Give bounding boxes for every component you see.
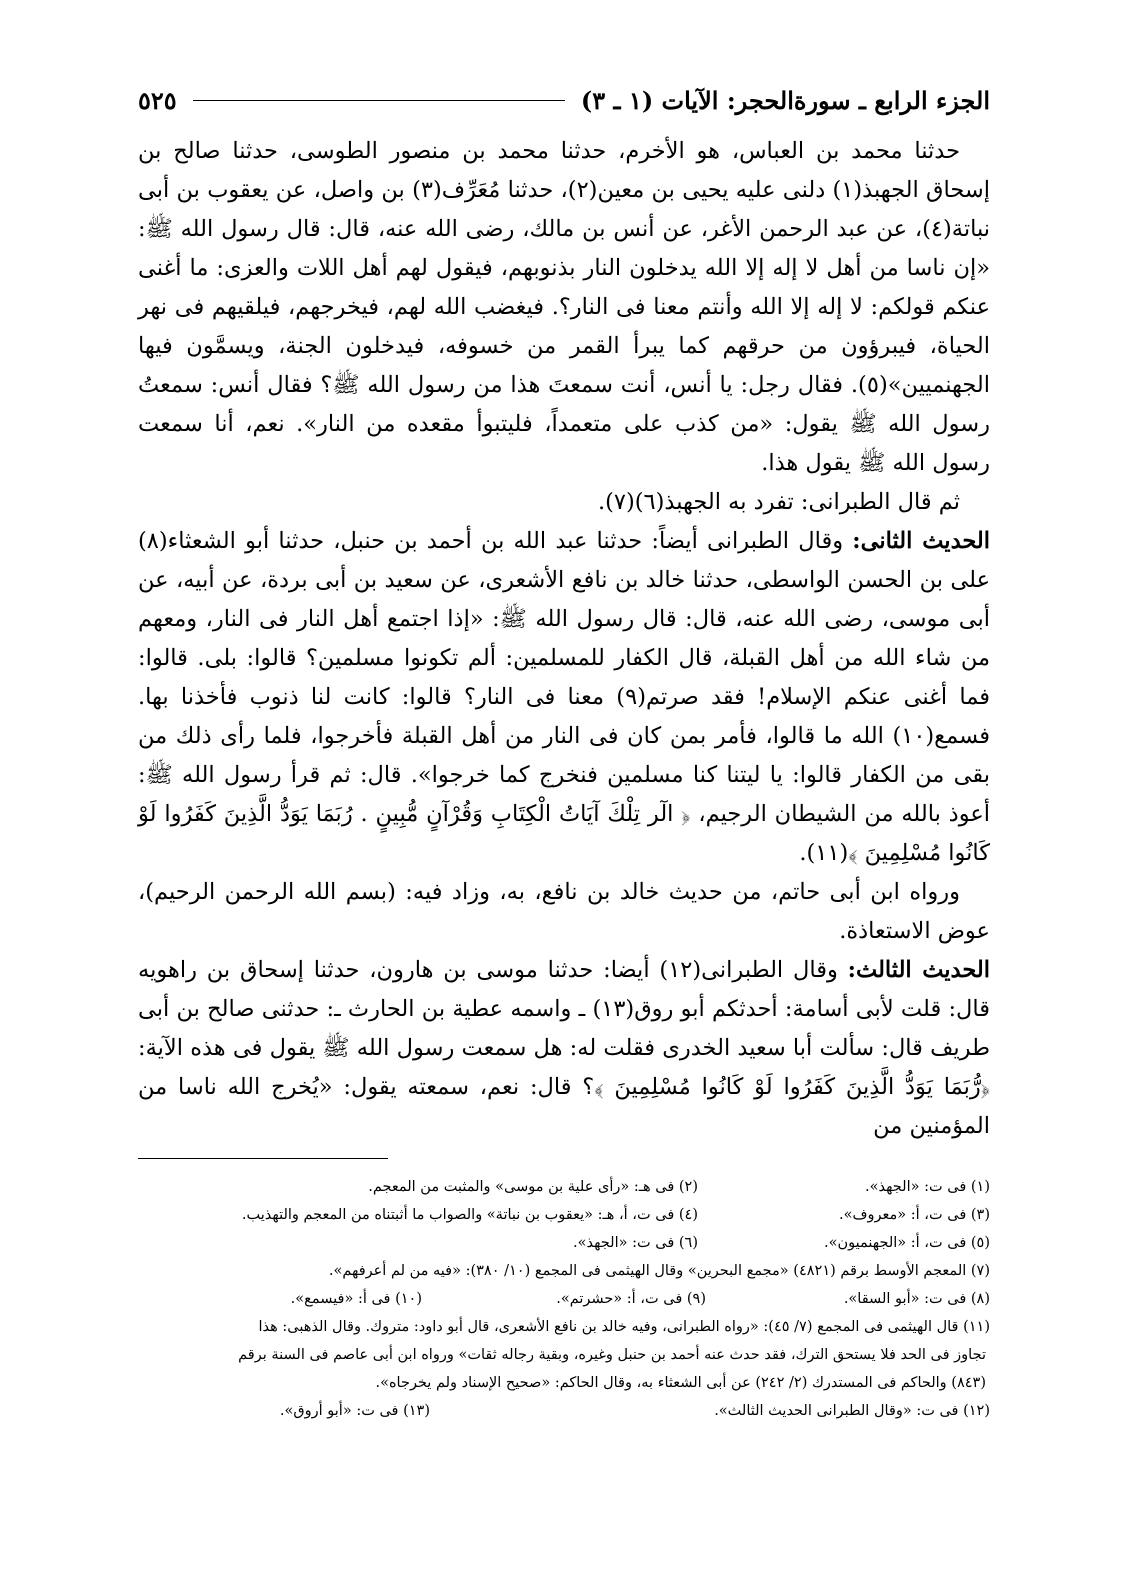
paragraph-text: ورواه ابن أبى حاتم، من حديث خالد بن نافع، به، وزاد فيه: (بسم الله الرحمن الرحيم)، عوض الاستعاذة.: [138, 879, 990, 944]
paragraph-text: وقال الطبرانى أيضاً: حدثنا عبد الله بن أحمد بن حنبل، حدثنا أبو الشعثاء(٨) على بن الحسن الواسطى، حدثنا خالد بن نافع الأشعرى، عن سعيد بن أبى بردة، عن أبيه، عن أبى موسى، رضى الله عنه، قال: قال رسول الله ﷺ: «إذا اجتمع أهل النار فى النار، ومعهم من شاء الله من أهل القبلة، قال الكفار للمسلمين: ألم تكونوا مسلمين؟ قالوا: بلى. قالوا: فما أغنى عنكم الإسلام! فقد صرتم(٩) معنا فى النار؟ قالوا: كانت لنا ذنوب فأخذنا بها. فسمع(١٠) الله ما قالوا، فأمر بمن كان فى النار من أهل القبلة فأخرجوا، فلما رأى ذلك من بقى من الكفار قالوا: يا ليتنا كنا مسلمين فنخرج كما خرجوا». قال: ثم قرأ رسول الله ﷺ: أعوذ بالله من الشيطان الرجيم، ﴿ الٓر تِلْكَ آيَاتُ الْكِتَابِ وَقُرْآنٍ مُّبِينٍ . رُبَمَا يَوَدُّ الَّذِينَ كَفَرُوا لَوْ كَانُوا مُسْلِمِينَ ﴾(١١).: [138, 528, 990, 866]
footnote-row: [138, 1173, 990, 1201]
paragraph-text: وقال الطبرانى(١٢) أيضا: حدثنا موسى بن هارون، حدثنا إسحاق بن راهويه قال: قلت لأبى أسامة: أحدثكم أبو روق(١٣) ـ واسمه عطية بن الحارث ـ: حدثنى صالح بن أبى طريف قال: سألت أبا سعيد الخدرى فقلت له: هل سمعت رسول الله ﷺ يقول فى هذه الآية: ﴿رُّبَمَا يَوَدُّ الَّذِينَ كَفَرُوا لَوْ كَانُوا مُسْلِمِينَ ﴾؟ قال: نعم، سمعته يقول: «يُخرج الله ناسا من المؤمنين من: [138, 957, 990, 1139]
paragraph-ibn-abi-hatim: [138, 873, 990, 951]
footnote-separator: [138, 1158, 388, 1159]
footnote-5: (٥) فى ت، أ: «الجهنميون».: [824, 1235, 990, 1251]
footnote-row: [138, 1285, 990, 1313]
paragraph-text: ثم قال الطبرانى: تفرد به الجهبذ(٦)(٧).: [597, 489, 960, 515]
footnote-12: (١٢) فى ت: «وقال الطبرانى الحديث الثالث».: [714, 1403, 990, 1419]
footnote-11-continued: (٨٤٣) والحاكم فى المستدرك (٢/ ٢٤٢) عن أبى الشعثاء به، وقال الحاكم: «صحيح الإسناد ولم يخرجاه».: [375, 1375, 986, 1391]
header-rule: [193, 100, 565, 101]
footnote-row: [138, 1229, 990, 1257]
paragraph-hadith-second: [138, 522, 990, 873]
paragraph-lead: الحديث الثالث:: [847, 957, 990, 983]
footnote-2: (٢) فى هـ: «رأى علية بن موسى» والمثبت من المعجم.: [368, 1179, 698, 1195]
paragraph-text: حدثنا محمد بن العباس، هو الأخرم، حدثنا محمد بن منصور الطوسى، حدثنا صالح بن إسحاق الجهبذ(١) دلنى عليه يحيى بن معين(٢)، حدثنا مُعَرِّف(٣) بن واصل، عن يعقوب بن أبى نباتة(٤)، عن عبد الرحمن الأغر، عن أنس بن مالك، رضى الله عنه، قال: قال رسول الله ﷺ: «إن ناسا من أهل لا إله إلا الله يدخلون النار بذنوبهم، فيقول لهم أهل اللات والعزى: ما أغنى عنكم قولكم: لا إله إلا الله وأنتم معنا فى النار؟. فيغضب الله لهم، فيخرجهم، فيلقيهم فى نهر الحياة، فيبرؤون من حرقهم كما يبرأ القمر من خسوفه، فيدخلون الجنة، ويسمَّون فيها الجهنميين»(٥). فقال رجل: يا أنس، أنت سمعتَ هذا من رسول الله ﷺ؟ فقال أنس: سمعتُ رسول الله ﷺ يقول: «من كذب على متعمداً، فليتبوأ مقعده من النار». نعم، أنا سمعت رسول الله ﷺ يقول هذا.: [138, 138, 990, 476]
paragraph-tabarani-note: [138, 483, 990, 522]
paragraph-lead: الحديث الثانى:: [852, 528, 991, 554]
page-number: ٥٢٥: [138, 85, 177, 115]
footnote-row: [138, 1397, 990, 1425]
footnote-row: [138, 1201, 990, 1229]
footnote-11-continued: تجاوز فى الحد فلا يستحق الترك، فقد حدث عنه أحمد بن حنبل وغيره، وبقية رجاله ثقات» ورواه ابن أبى عاصم فى السنة برقم: [238, 1347, 986, 1363]
footnote-1: (١) فى ت: «الجهذ».: [865, 1179, 990, 1195]
paragraph-hadith-third: [138, 951, 990, 1146]
main-text: [138, 132, 990, 1146]
footnotes: [138, 1173, 990, 1425]
footnote-7: (٧) المعجم الأوسط برقم (٤٨٢١) «مجمع البحرين» وقال الهيثمى فى المجمع (١٠/ ٣٨٠): «فيه من لم أعرفهم».: [328, 1263, 990, 1279]
footnote-3: (٣) فى ت، أ: «معروف».: [839, 1207, 990, 1223]
footnote-9: (٩) فى ت، أ: «حشرتم».: [556, 1291, 706, 1307]
running-title: الجزء الرابع ـ سورةالحجر: الآيات (١ ـ ٣): [580, 85, 990, 115]
footnote-6: (٦) فى ت: «الجهذ».: [573, 1235, 698, 1251]
footnote-11: (١١) قال الهيثمى فى المجمع (٧/ ٤٥): «رواه الطبرانى، وفيه خالد بن نافع الأشعرى، قال أبو داود: متروك. وقال الذهبى: هذا: [258, 1319, 990, 1335]
running-header: [138, 82, 990, 118]
footnote-4: (٤) فى ت، أ، هـ: «يعقوب بن نباتة» والصواب ما أثبتناه من المعجم والتهذيب.: [241, 1207, 698, 1223]
footnote-10: (١٠) فى أ: «فيسمع».: [290, 1291, 422, 1307]
footnote-13: (١٣) فى ت: «أبو أروق».: [279, 1403, 430, 1419]
book-page: [138, 82, 990, 1425]
paragraph-hadith-first: [138, 132, 990, 483]
footnote-8: (٨) فى ت: «أبو السقا».: [843, 1291, 990, 1307]
